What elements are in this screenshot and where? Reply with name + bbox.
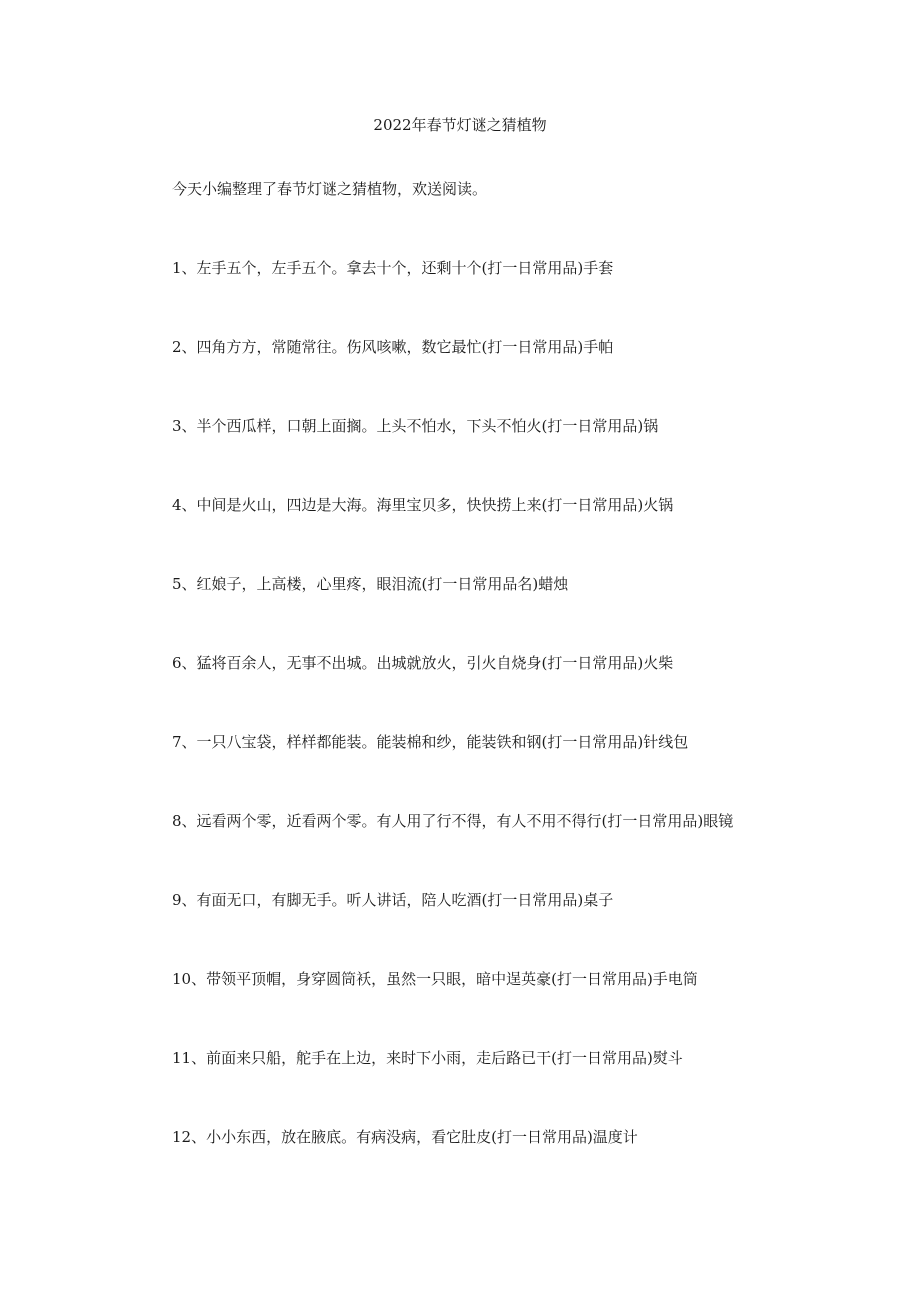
riddle-list bbox=[172, 258, 733, 1206]
riddle-item: 2、四角方方，常随常往。伤风咳嗽，数它最忙(打一日常用品)手帕 bbox=[172, 338, 614, 356]
intro-paragraph: 今天小编整理了春节灯谜之猜植物，欢送阅读。 bbox=[172, 180, 488, 198]
riddle-item: 8、远看两个零，近看两个零。有人用了行不得，有人不用不得行(打一日常用品)眼镜 bbox=[172, 812, 734, 830]
riddle-item: 10、带领平顶帽，身穿圆筒袄，虽然一只眼，暗中逞英豪(打一日常用品)手电筒 bbox=[172, 970, 698, 988]
riddle-item: 9、有面无口，有脚无手。听人讲话，陪人吃酒(打一日常用品)桌子 bbox=[172, 891, 614, 909]
riddle-item: 12、小小东西，放在腋底。有病没病，看它肚皮(打一日常用品)温度计 bbox=[172, 1128, 638, 1146]
riddle-item: 6、猛将百余人，无事不出城。出城就放火，引火自烧身(打一日常用品)火柴 bbox=[172, 654, 674, 672]
riddle-item: 4、中间是火山，四边是大海。海里宝贝多，快快捞上来(打一日常用品)火锅 bbox=[172, 496, 674, 514]
document-title: 2022年春节灯谜之猜植物 bbox=[373, 116, 547, 134]
riddle-item: 7、一只八宝袋，样样都能装。能装棉和纱，能装铁和钢(打一日常用品)针线包 bbox=[172, 733, 689, 751]
riddle-item: 3、半个西瓜样，口朝上面搁。上头不怕水，下头不怕火(打一日常用品)锅 bbox=[172, 417, 659, 435]
riddle-item: 11、前面来只船，舵手在上边，来时下小雨，走后路已干(打一日常用品)熨斗 bbox=[172, 1049, 683, 1067]
riddle-item: 1、左手五个，左手五个。拿去十个，还剩十个(打一日常用品)手套 bbox=[172, 259, 614, 277]
riddle-item: 5、红娘子，上高楼，心里疼，眼泪流(打一日常用品名)蜡烛 bbox=[172, 575, 569, 593]
